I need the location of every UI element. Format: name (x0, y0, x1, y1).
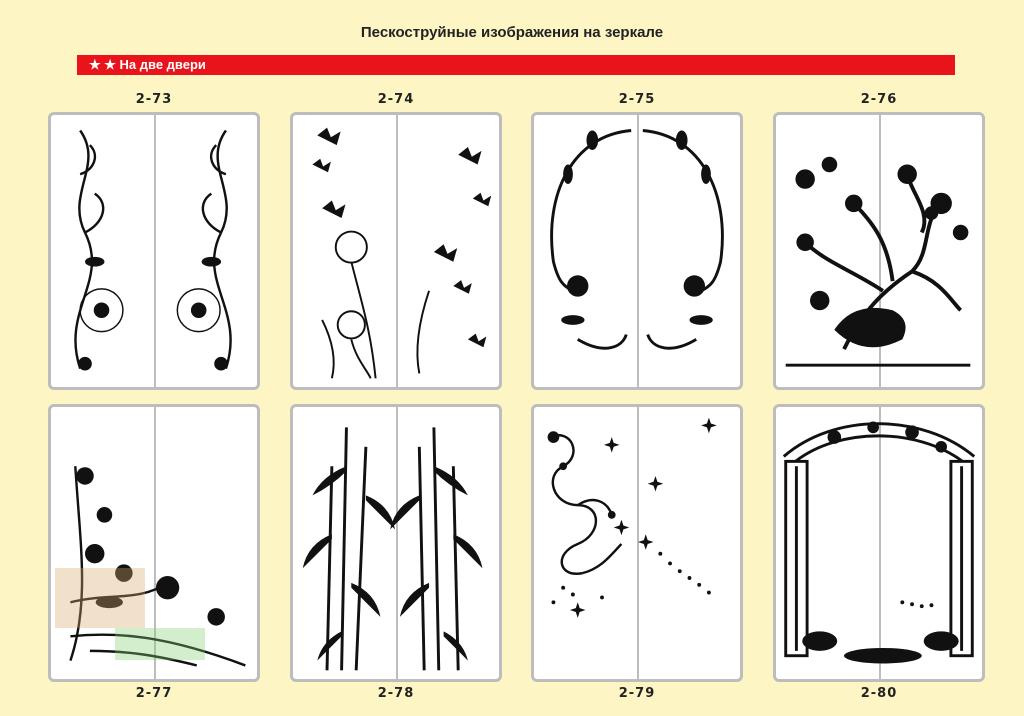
floral-arch-icon (534, 115, 740, 387)
tree-icon (776, 115, 982, 387)
design-panel-2-78[interactable] (290, 404, 502, 682)
design-code: 2-73 (135, 92, 173, 107)
design-code: 2-77 (135, 686, 173, 701)
design-panel-2-73[interactable] (48, 112, 260, 390)
design-panel-2-74[interactable] (290, 112, 502, 390)
garden-arch-icon (776, 407, 982, 679)
design-code: 2-74 (377, 92, 415, 107)
floral-ornament-icon (51, 115, 257, 387)
bamboo-icon (293, 407, 499, 679)
section-banner: ★ ★ На две двери (77, 55, 955, 75)
design-panel-2-75[interactable] (531, 112, 743, 390)
design-panel-2-79[interactable] (531, 404, 743, 682)
design-code: 2-78 (377, 686, 415, 701)
swirl-stars-icon (534, 407, 740, 679)
design-panel-2-80[interactable] (773, 404, 985, 682)
design-code: 2-76 (860, 92, 898, 107)
design-code: 2-75 (618, 92, 656, 107)
design-panel-2-76[interactable] (773, 112, 985, 390)
page-title: Пескоструйные изображения на зеркале (360, 24, 664, 41)
butterflies-poppies-icon (293, 115, 499, 387)
design-code: 2-79 (618, 686, 656, 701)
design-code: 2-80 (860, 686, 898, 701)
watermark-logo-icon (55, 568, 205, 660)
